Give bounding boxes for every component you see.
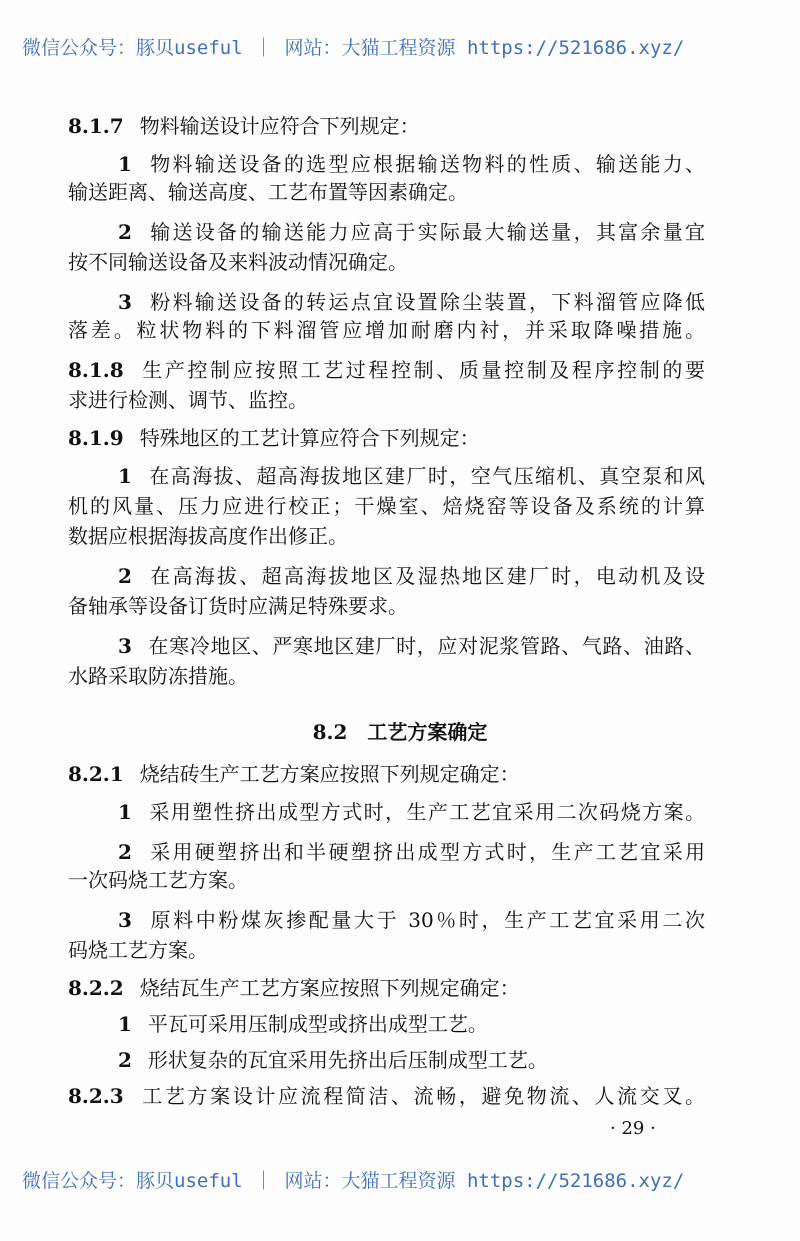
item-line: [118, 906, 705, 934]
line-text: 形状复杂的瓦宜采用先挤出后压制成型工艺。: [147, 1048, 548, 1072]
clause-number: 2: [118, 220, 132, 244]
watermark-footer: 微信公众号：豚贝useful ｜ 网站：大猫工程资源 https://521686.xyz/: [22, 1170, 685, 1192]
line-text: 落差。粒状物料的下料溜管应增加耐磨内衬，并采取降噪措施。: [68, 318, 705, 342]
line-text: 在寒冷地区、严寒地区建厂时，应对泥浆管路、气路、油路、: [147, 634, 705, 658]
clause-line: [68, 424, 705, 452]
clause-number: 8.1.8: [68, 358, 124, 382]
clause-number: 8.2.3: [68, 1084, 124, 1108]
clause-number: 8.1.7: [68, 114, 124, 138]
continuation-line: [68, 492, 705, 520]
line-text: 求进行检测、调节、监控。: [68, 388, 308, 412]
continuation-line: [68, 522, 705, 550]
continuation-line: [68, 386, 705, 414]
line-text: 物料输送设备的选型应根据输送物料的性质、输送能力、: [147, 152, 705, 176]
item-line: [118, 838, 705, 866]
line-text: 在高海拔、超高海拔地区及湿热地区建厂时，电动机及设: [147, 564, 705, 588]
clause-number: 1: [118, 800, 132, 824]
item-line: [118, 632, 705, 660]
section-heading: 8.2 工艺方案确定: [312, 720, 488, 744]
clause-number: 8.2.2: [68, 976, 124, 1000]
line-text: 生产控制应按照工艺过程控制、质量控制及程序控制的要: [139, 358, 705, 382]
clause-line: [68, 112, 705, 140]
line-text: 输送设备的输送能力应高于实际最大输送量，其富余量宜: [147, 220, 705, 244]
clause-number: 3: [118, 634, 132, 658]
clause-number: 1: [118, 152, 132, 176]
line-text: 一次码烧工艺方案。: [68, 868, 248, 892]
item-line: [118, 1010, 705, 1038]
line-text: 采用塑性挤出成型方式时，生产工艺宜采用二次码烧方案。: [147, 800, 705, 824]
continuation-line: [68, 936, 705, 964]
clause-number: 2: [118, 1048, 132, 1072]
line-text: 粉料输送设备的转运点宜设置除尘装置，下料溜管应降低: [147, 290, 705, 314]
continuation-line: [68, 248, 705, 276]
item-line: [118, 150, 705, 178]
clause-number: 8.2.1: [68, 762, 124, 786]
item-line: [118, 288, 705, 316]
line-text: 平瓦可采用压制成型或挤出成型工艺。: [147, 1012, 488, 1036]
item-line: [118, 462, 705, 490]
page-number: · 29 ·: [610, 1118, 656, 1139]
item-line: [118, 218, 705, 246]
clause-number: 3: [118, 908, 132, 932]
line-text: 特殊地区的工艺计算应符合下列规定：: [139, 426, 480, 450]
line-text: 烧结瓦生产工艺方案应按照下列规定确定：: [139, 976, 520, 1000]
line-text: 机的风量、压力应进行校正；干燥室、焙烧窑等设备及系统的计算: [68, 494, 705, 518]
line-text: 原料中粉煤灰掺配量大于 30％时，生产工艺宜采用二次: [147, 908, 705, 932]
line-text: 物料输送设计应符合下列规定：: [139, 114, 420, 138]
continuation-line: [68, 316, 705, 344]
continuation-line: [68, 662, 705, 690]
line-text: 在高海拔、超高海拔地区建厂时，空气压缩机、真空泵和风: [147, 464, 705, 488]
line-text: 备轴承等设备订货时应满足特殊要求。: [68, 594, 408, 618]
clause-number: 1: [118, 1012, 132, 1036]
clause-line: [68, 356, 705, 384]
clause-line: [68, 974, 705, 1002]
line-text: 采用硬塑挤出和半硬塑挤出成型方式时，生产工艺宜采用: [147, 840, 705, 864]
clause-line: [68, 1082, 705, 1110]
clause-number: 2: [118, 840, 132, 864]
line-text: 数据应根据海拔高度作出修正。: [68, 524, 348, 548]
continuation-line: [68, 866, 705, 894]
clause-number: 1: [118, 464, 132, 488]
line-text: 输送距离、输送高度、工艺布置等因素确定。: [68, 180, 468, 204]
clause-number: 3: [118, 290, 132, 314]
clause-number: 2: [118, 564, 132, 588]
line-text: 工艺方案设计应流程简洁、流畅，避免物流、人流交叉。: [139, 1084, 705, 1108]
continuation-line: [68, 592, 705, 620]
line-text: 水路采取防冻措施。: [68, 664, 248, 688]
line-text: 码烧工艺方案。: [68, 938, 208, 962]
item-line: [118, 798, 705, 826]
line-text: 烧结砖生产工艺方案应按照下列规定确定：: [139, 762, 520, 786]
item-line: [118, 562, 705, 590]
line-text: 按不同输送设备及来料波动情况确定。: [68, 250, 408, 274]
watermark-header: 微信公众号：豚贝useful ｜ 网站：大猫工程资源 https://521686.xyz/: [22, 37, 685, 59]
clause-number: 8.1.9: [68, 426, 124, 450]
continuation-line: [68, 178, 705, 206]
clause-line: [68, 760, 705, 788]
item-line: [118, 1046, 705, 1074]
